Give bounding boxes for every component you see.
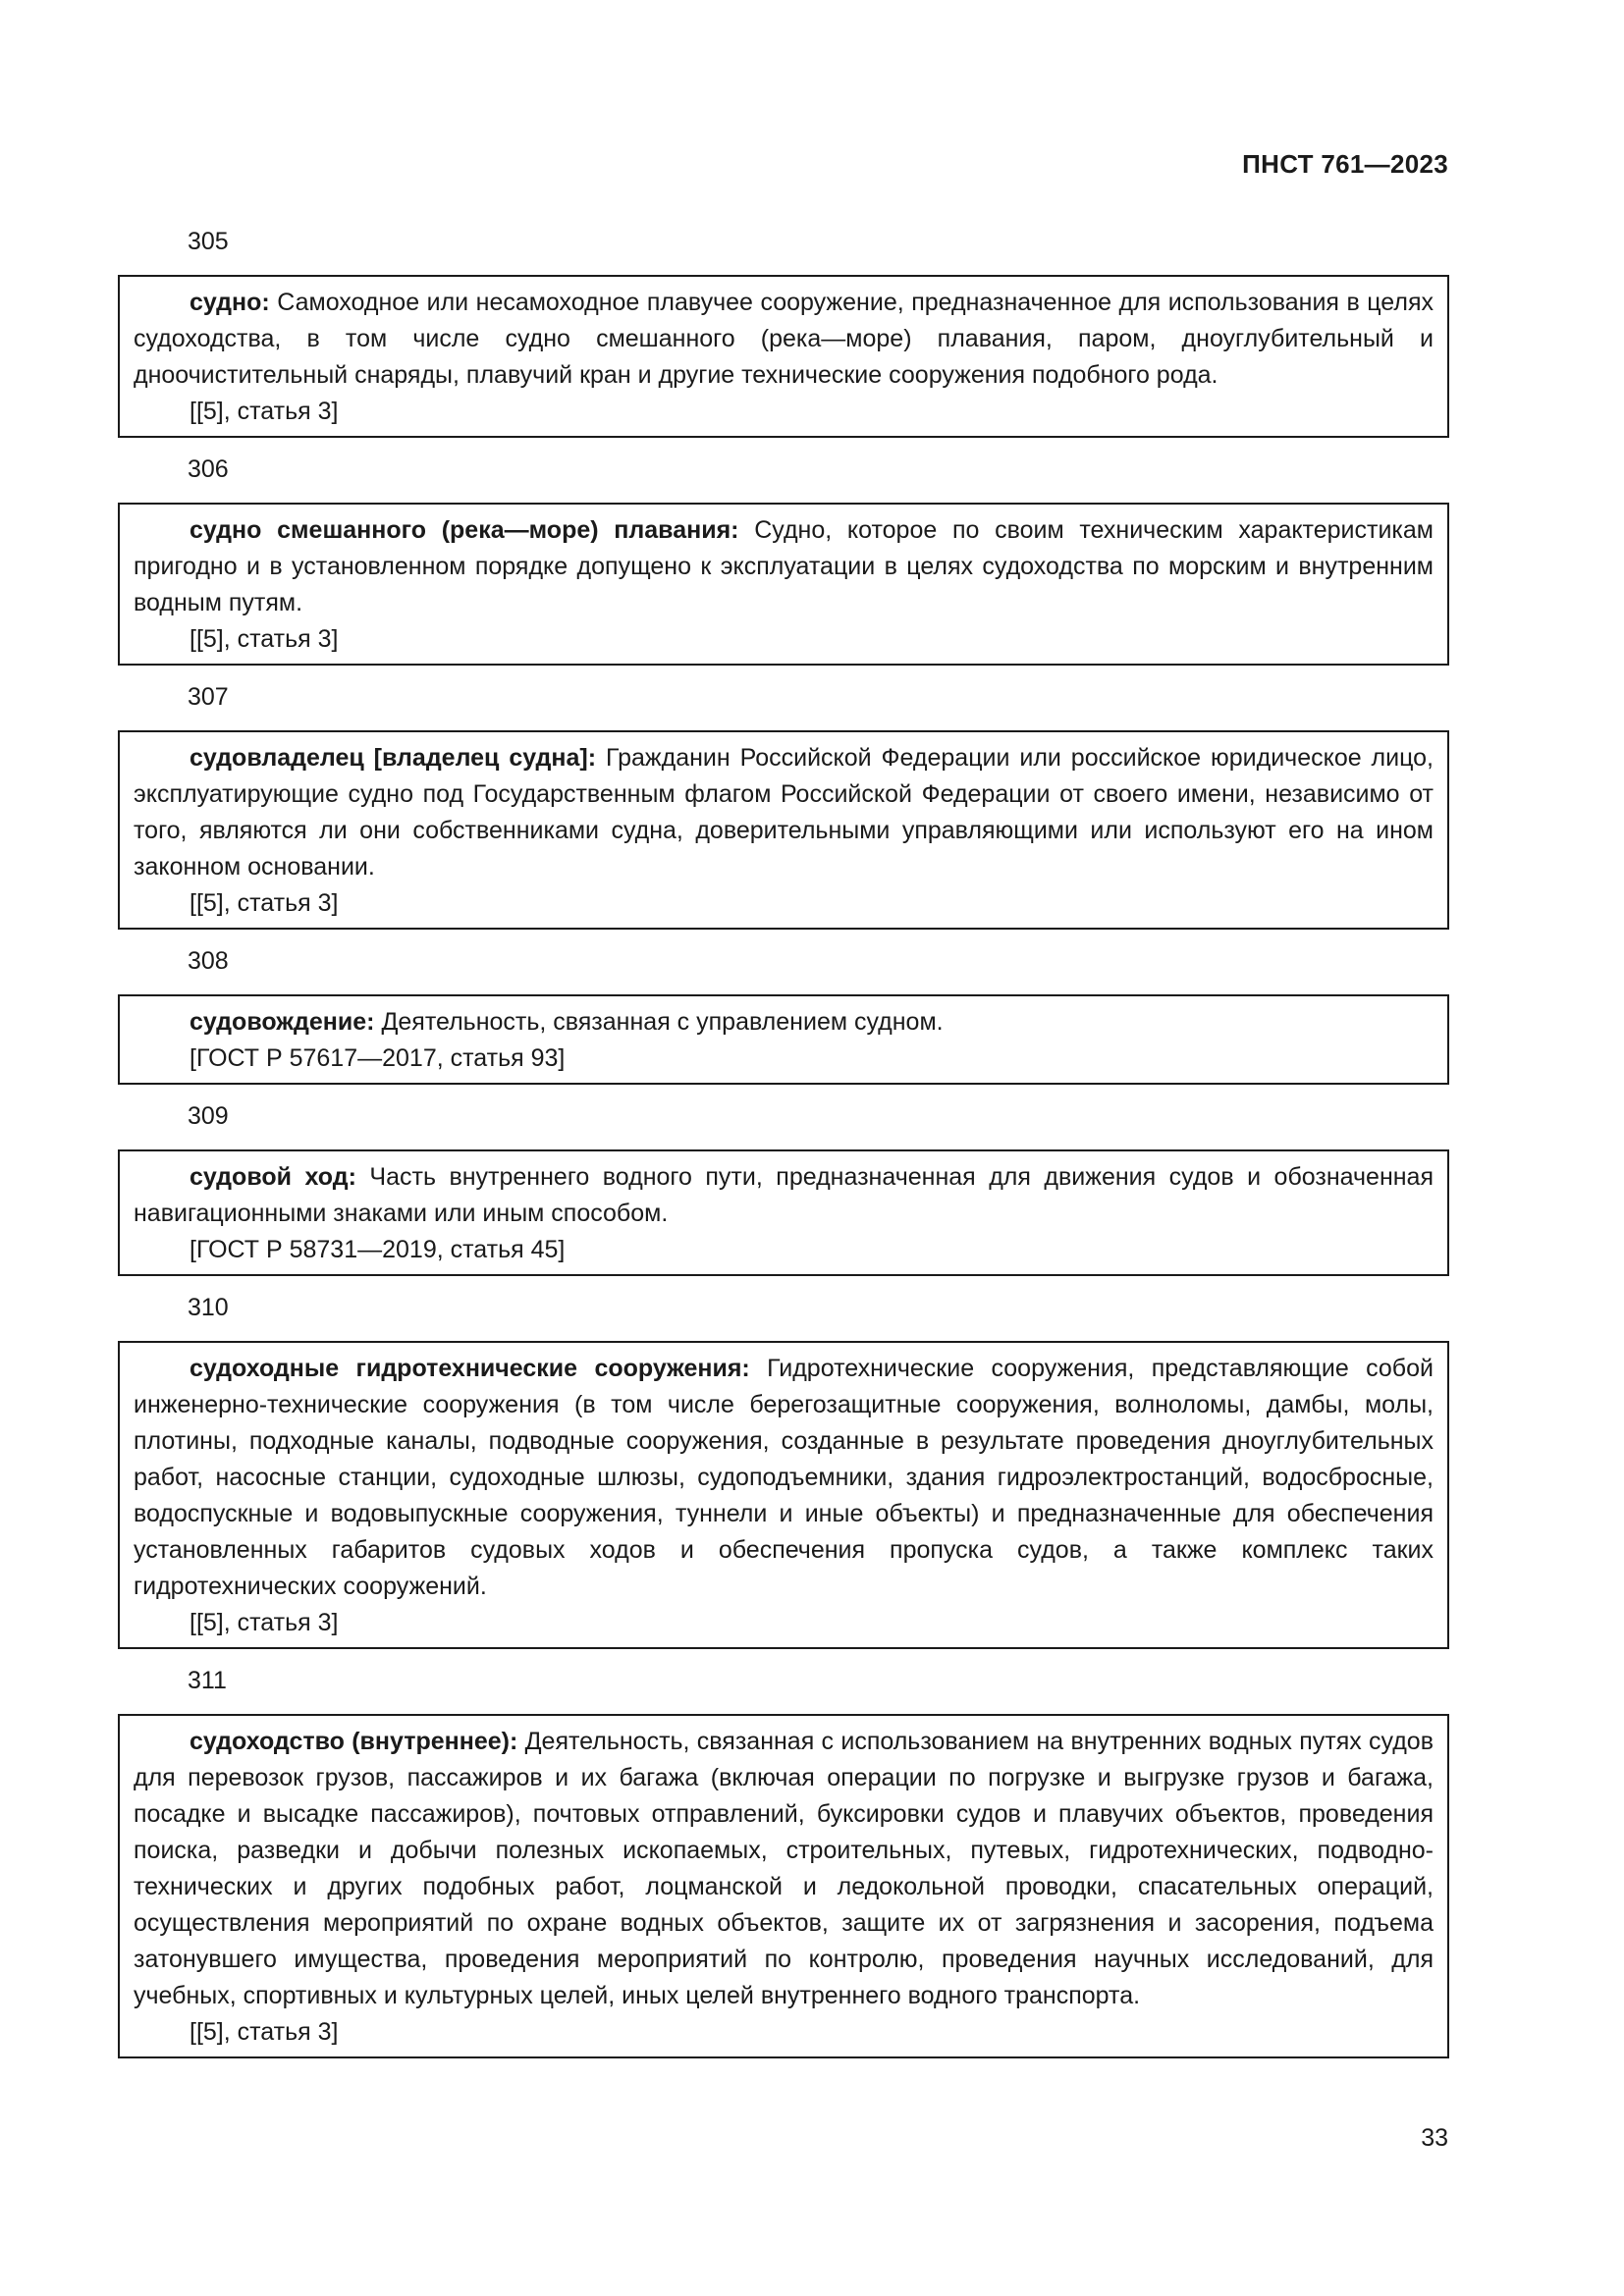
term-box-306	[118, 503, 1449, 666]
term-definition-text: Часть внутреннего водного пути, предназначенная для движения судов и обозначенная навигационными знаками или иным способом.	[134, 1163, 1435, 1227]
term-name: судоходство (внутреннее):	[189, 1728, 518, 1755]
page-number: 33	[1421, 2124, 1448, 2152]
terms-list	[118, 224, 1449, 2072]
term-source: [ГОСТ Р 58731—2019, статья 45]	[189, 1236, 566, 1263]
term-box-305	[118, 275, 1449, 438]
term-definition-text: Деятельность, связанная с управлением судном.	[381, 1008, 944, 1036]
term-name: судоходные гидротехнические сооружения:	[189, 1355, 750, 1382]
term-definition	[134, 1004, 1434, 1041]
term-source: [[5], статья 3]	[189, 2018, 339, 2046]
entry-number-305: 305	[188, 228, 229, 255]
term-source: [[5], статья 3]	[189, 889, 339, 917]
term-name: судовой ход:	[189, 1163, 356, 1191]
entry-number-308: 308	[188, 947, 229, 975]
term-name: судовождение:	[189, 1008, 375, 1036]
term-source: [[5], статья 3]	[189, 398, 339, 425]
entry-number-310: 310	[188, 1294, 229, 1321]
document-code: ПНСТ 761—2023	[1242, 149, 1448, 179]
term-box-311	[118, 1714, 1449, 2058]
term-source: [[5], статья 3]	[189, 1609, 339, 1636]
term-name: судно:	[189, 289, 270, 316]
term-definition-text: Судно, которое по своим техническим характеристикам пригодно и в установленном порядке допущено к эксплуатации в целях судоходства по морским и внутренним водным путям.	[134, 516, 1434, 616]
term-definition	[134, 285, 1434, 394]
term-box-308	[118, 994, 1449, 1085]
term-box-310	[118, 1341, 1449, 1649]
term-name: судно смешанного (река—море) плавания:	[189, 516, 739, 544]
term-name: судовладелец [владелец судна]:	[189, 744, 597, 772]
term-source: [[5], статья 3]	[189, 625, 339, 653]
term-definition	[134, 740, 1434, 885]
entry-number-307: 307	[188, 683, 229, 711]
term-definition	[134, 512, 1434, 621]
term-box-307	[118, 730, 1449, 930]
term-definition-text: Деятельность, связанная с использованием на внутренних водных путях судов для перевозок грузов, пассажиров и их багажа (включая операции по погрузке и выгрузке грузов и багажа, посадке и высадке пассажиров), почтовых отправлений, буксировки судов и плавучих объектов, проведения поиска, разведки и добычи полезных ископаемых, строительных, путевых, гидротехнических, подводно-технических и других подобных работ, лоцманской и ледокольной проводки, спасательных операций, осуществления мероприятий по охране водных объектов, защите их от загрязнения и засорения, подъема затонувшего имущества, проведения мероприятий по контролю, проведения научных исследований, для учебных, спортивных и культурных целей, иных целей внутреннего водного транспорта.	[134, 1728, 1434, 2009]
term-definition-text: Самоходное или несамоходное плавучее сооружение, предназначенное для использования в целях судоходства, в том числе судно смешанного (река—море) плавания, паром, дноуглубительный и дноочистительный снаряды, плавучий кран и другие технические сооружения подобного рода.	[134, 289, 1434, 389]
term-definition-text: Гражданин Российской Федерации или российское юридическое лицо, эксплуатирующие судно под Государственным флагом Российской Федерации от своего имени, независимо от того, являются ли они собственниками судна, доверительными управляющими или используют его на ином законном основании.	[134, 744, 1434, 881]
term-definition	[134, 1724, 1434, 2014]
term-definition	[134, 1351, 1434, 1605]
term-box-309	[118, 1149, 1449, 1276]
term-definition-text: Гидротехнические сооружения, представляющие собой инженерно-технические сооружения (в том числе берегозащитные сооружения, волноломы, дамбы, молы, плотины, подходные каналы, подводные сооружения, созданные в результате проведения дноуглубительных работ, насосные станции, судоходные шлюзы, судоподъемники, здания гидроэлектростанций, водосбросные, водоспускные и водовыпускные сооружения, туннели и иные объекты) и предназначенные для обеспечения установленных габаритов судовых ходов и обеспечения пропуска судов, а также комплекс таких гидротехнических сооружений.	[134, 1355, 1434, 1600]
term-source: [ГОСТ Р 57617—2017, статья 93]	[189, 1044, 566, 1072]
entry-number-306: 306	[188, 455, 229, 483]
entry-number-311: 311	[188, 1667, 227, 1694]
term-definition	[134, 1159, 1434, 1232]
entry-number-309: 309	[188, 1102, 229, 1130]
